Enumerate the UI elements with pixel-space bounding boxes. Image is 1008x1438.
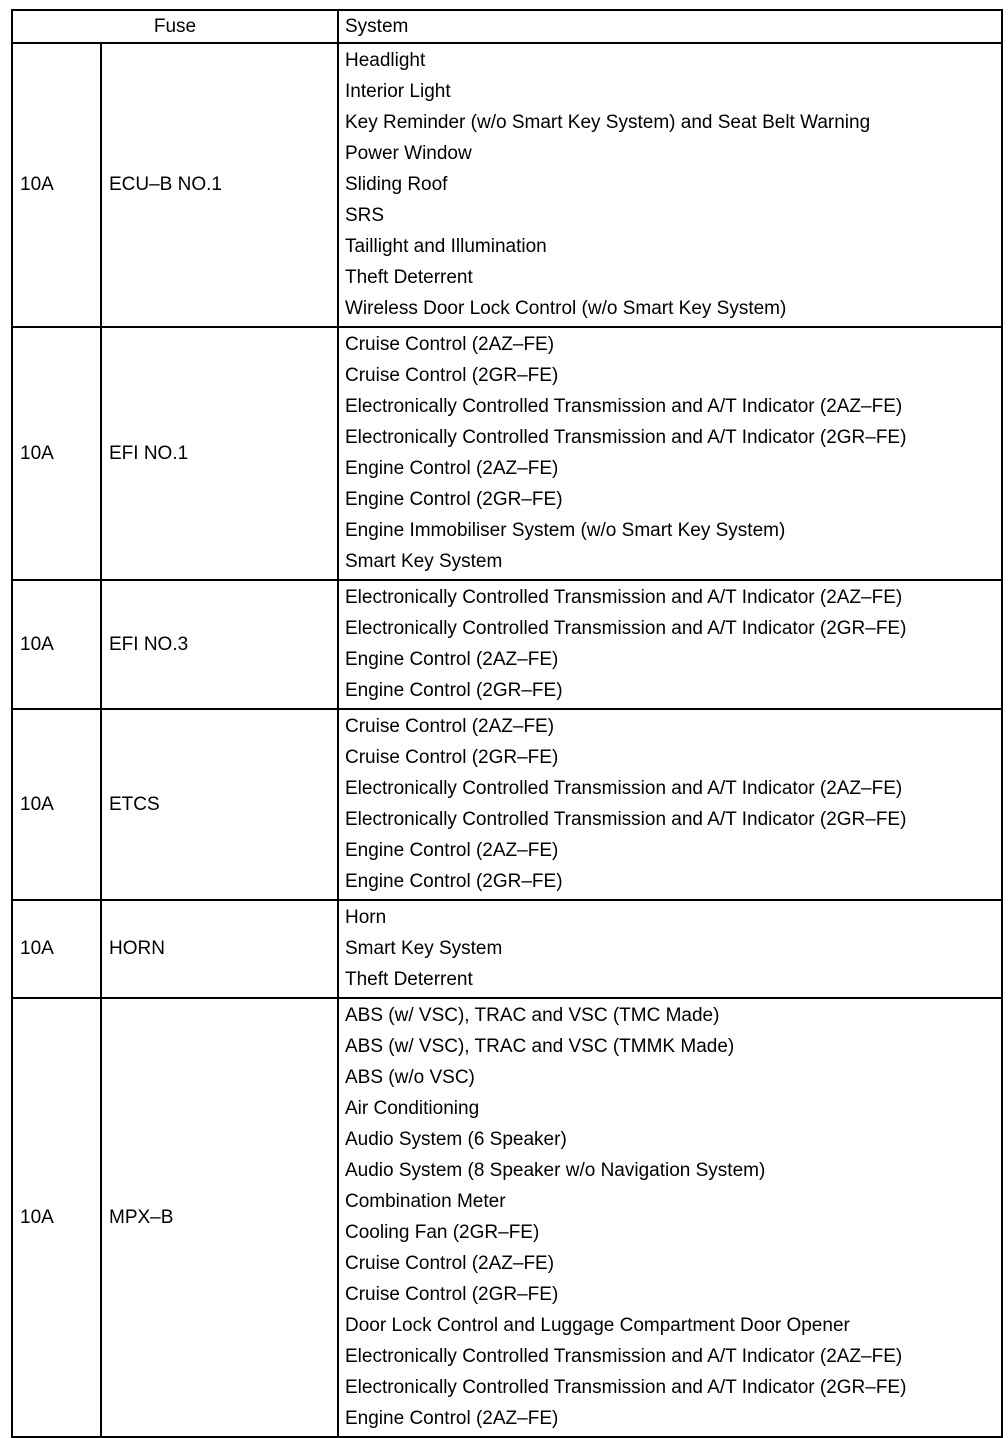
- system-item: Engine Immobiliser System (w/o Smart Key System): [345, 520, 786, 541]
- system-item: Smart Key System: [345, 551, 503, 572]
- fuse-column-header: Fuse: [12, 10, 338, 43]
- system-item: Electronically Controlled Transmission and A/T Indicator (2GR–FE): [345, 809, 907, 830]
- table-row: [12, 998, 1002, 1437]
- system-item: Door Lock Control and Luggage Compartment Door Opener: [345, 1315, 850, 1336]
- system-item: Combination Meter: [345, 1191, 506, 1212]
- system-item: Electronically Controlled Transmission and A/T Indicator (2AZ–FE): [345, 1346, 903, 1367]
- table-header-row: [12, 10, 1002, 43]
- table-row: [12, 580, 1002, 709]
- system-item: ABS (w/ VSC), TRAC and VSC (TMC Made): [345, 1005, 720, 1026]
- system-list-cell: [338, 580, 1002, 709]
- system-item: Headlight: [345, 50, 426, 71]
- system-item: Cruise Control (2GR–FE): [345, 1284, 559, 1305]
- table-body: [12, 43, 1002, 1437]
- system-item: Horn: [345, 907, 387, 928]
- system-list-cell: [338, 900, 1002, 998]
- system-item: Taillight and Illumination: [345, 236, 547, 257]
- system-item: Electronically Controlled Transmission and A/T Indicator (2AZ–FE): [345, 587, 903, 608]
- system-item: Sliding Roof: [345, 174, 448, 195]
- fuse-name-cell: MPX–B: [101, 998, 338, 1437]
- fuse-name-cell: HORN: [101, 900, 338, 998]
- system-item: Engine Control (2GR–FE): [345, 871, 563, 892]
- fuse-name-cell: EFI NO.3: [101, 580, 338, 709]
- system-item: Cruise Control (2AZ–FE): [345, 716, 555, 737]
- system-item: Power Window: [345, 143, 472, 164]
- fuse-amperage-cell: 10A: [12, 900, 101, 998]
- system-item: Electronically Controlled Transmission and A/T Indicator (2GR–FE): [345, 1377, 907, 1398]
- system-item: ABS (w/o VSC): [345, 1067, 475, 1088]
- fuse-name-cell: EFI NO.1: [101, 327, 338, 580]
- system-item: ABS (w/ VSC), TRAC and VSC (TMMK Made): [345, 1036, 735, 1057]
- system-column-header: System: [338, 10, 1002, 43]
- table-row: [12, 327, 1002, 580]
- table-row: [12, 709, 1002, 900]
- system-item: Audio System (6 Speaker): [345, 1129, 567, 1150]
- fuse-amperage-cell: 10A: [12, 43, 101, 327]
- system-item: Cooling Fan (2GR–FE): [345, 1222, 540, 1243]
- table-row: [12, 900, 1002, 998]
- system-item: Key Reminder (w/o Smart Key System) and Seat Belt Warning: [345, 112, 871, 133]
- system-list-cell: [338, 709, 1002, 900]
- system-item: Theft Deterrent: [345, 969, 473, 990]
- fuse-system-table: [11, 9, 1003, 1438]
- system-item: Engine Control (2AZ–FE): [345, 458, 559, 479]
- fuse-name-cell: ECU–B NO.1: [101, 43, 338, 327]
- system-item: Cruise Control (2AZ–FE): [345, 1253, 555, 1274]
- system-item: Electronically Controlled Transmission and A/T Indicator (2GR–FE): [345, 618, 907, 639]
- system-list-cell: [338, 998, 1002, 1437]
- system-item: Electronically Controlled Transmission and A/T Indicator (2GR–FE): [345, 427, 907, 448]
- system-item: Interior Light: [345, 81, 451, 102]
- system-item: Air Conditioning: [345, 1098, 480, 1119]
- fuse-name-cell: ETCS: [101, 709, 338, 900]
- fuse-amperage-cell: 10A: [12, 580, 101, 709]
- system-item: SRS: [345, 205, 385, 226]
- system-item: Audio System (8 Speaker w/o Navigation System): [345, 1160, 766, 1181]
- table-row: [12, 43, 1002, 327]
- fuse-amperage-cell: 10A: [12, 709, 101, 900]
- system-item: Smart Key System: [345, 938, 503, 959]
- system-item: Theft Deterrent: [345, 267, 473, 288]
- system-item: Engine Control (2AZ–FE): [345, 649, 559, 670]
- fuse-amperage-cell: 10A: [12, 327, 101, 580]
- system-item: Cruise Control (2AZ–FE): [345, 334, 555, 355]
- system-item: Engine Control (2AZ–FE): [345, 1408, 559, 1429]
- system-item: Engine Control (2AZ–FE): [345, 840, 559, 861]
- system-list-cell: [338, 43, 1002, 327]
- system-item: Engine Control (2GR–FE): [345, 680, 563, 701]
- fuse-amperage-cell: 10A: [12, 998, 101, 1437]
- system-item: Cruise Control (2GR–FE): [345, 747, 559, 768]
- system-item: Electronically Controlled Transmission and A/T Indicator (2AZ–FE): [345, 396, 903, 417]
- system-item: Cruise Control (2GR–FE): [345, 365, 559, 386]
- system-list-cell: [338, 327, 1002, 580]
- system-item: Engine Control (2GR–FE): [345, 489, 563, 510]
- system-item: Wireless Door Lock Control (w/o Smart Key System): [345, 298, 787, 319]
- system-item: Electronically Controlled Transmission and A/T Indicator (2AZ–FE): [345, 778, 903, 799]
